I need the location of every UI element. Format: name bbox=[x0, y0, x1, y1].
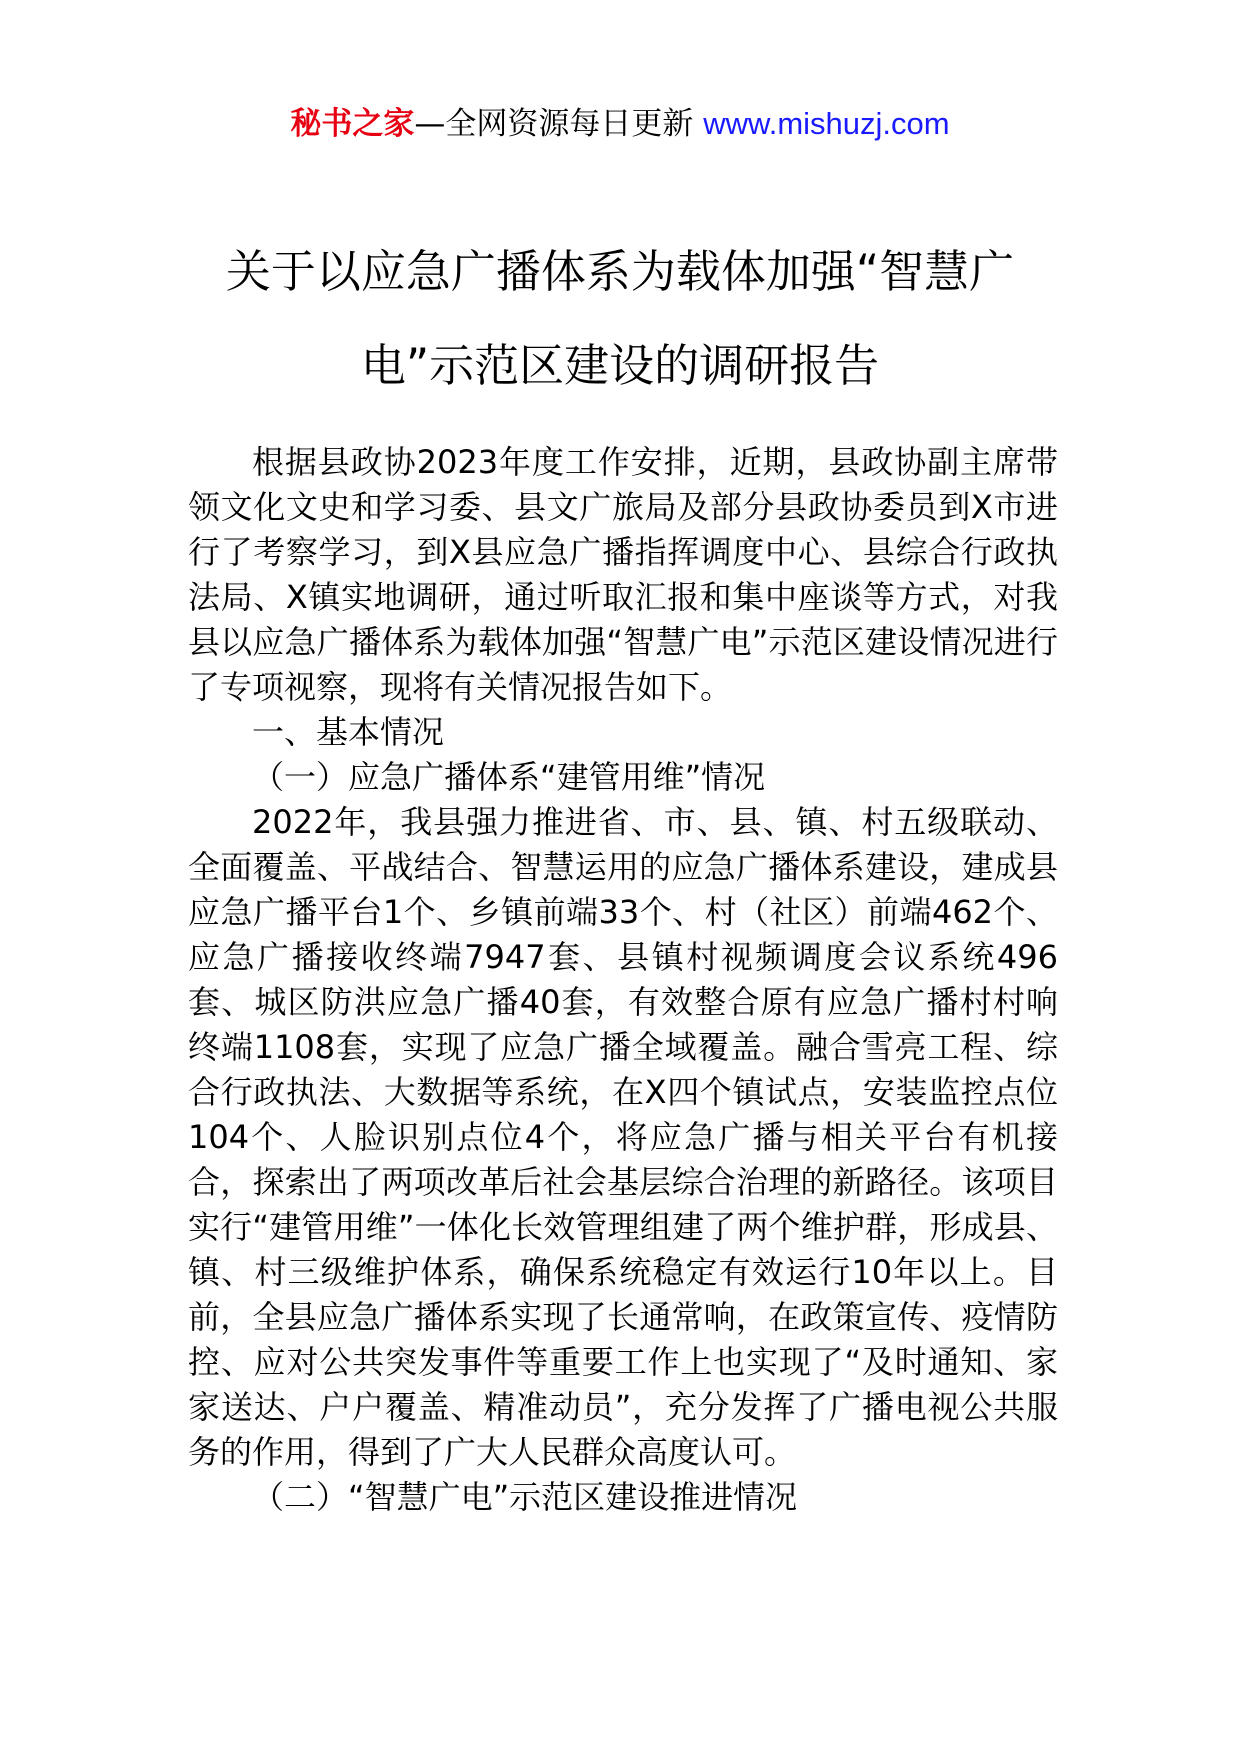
title-line-1: 关于以应急广播体系为载体加强“智慧广 bbox=[225, 245, 1015, 298]
subsection-heading: （一）应急广播体系“建管用维”情况 bbox=[252, 758, 766, 796]
section-heading: 一、基本情况 bbox=[252, 713, 445, 751]
site-url-link[interactable]: www.mishuzj.com bbox=[703, 106, 950, 141]
title-line-2: 电”示范区建设的调研报告 bbox=[360, 339, 880, 392]
intro-paragraph: 根据县政协2023年度工作安排，近期，县政协副主席带领文化文史和学习委、县文广旅局及部分县政协委员到X市进行了考察学习，到X县应急广播指挥调度中心、县综合行政执法局、X镇实地调研，通过听取汇报和集中座谈等方式，对我县以应急广播体系为载体加强“智慧广电”示范区建设情况进行了专项视察，现将有关情况报告如下。 bbox=[188, 443, 1058, 706]
site-brand: 秘书之家 bbox=[290, 106, 415, 142]
document-title bbox=[0, 225, 1240, 413]
body-paragraph: 2022年，我县强力推进省、市、县、镇、村五级联动、全面覆盖、平战结合、智慧运用的应急广播体系建设，建成县应急广播平台1个、乡镇前端33个、村（社区）前端462个、应急广播接收终端7947套、县镇村视频调度会议系统496套、城区防洪应急广播40套，有效整合原有应急广播村村响终端1108套，实现了应急广播全域覆盖。融合雪亮工程、综合行政执法、大数据等系统，在X四个镇试点，安装监控点位104个、人脸识别点位4个，将应急广播与相关平台有机接合，探索出了两项改革后社会基层综合治理的新路径。该项目实行“建管用维”一体化长效管理组建了两个维护群，形成县、镇、村三级维护体系，确保系统稳定有效运行10年以上。目前，全县应急广播体系实现了长通常响，在政策宣传、疫情防控、应对公共突发事件等重要工作上也实现了“及时通知、家家送达、户户覆盖、精准动员”，充分发挥了广播电视公共服务的作用，得到了广大人民群众高度认可。 bbox=[188, 803, 1058, 1471]
subsection-heading: （二）“智慧广电”示范区建设推进情况 bbox=[252, 1478, 798, 1516]
site-header bbox=[0, 98, 1240, 150]
document-body bbox=[188, 440, 1058, 1520]
site-tagline: —全网资源每日更新 bbox=[414, 106, 704, 142]
